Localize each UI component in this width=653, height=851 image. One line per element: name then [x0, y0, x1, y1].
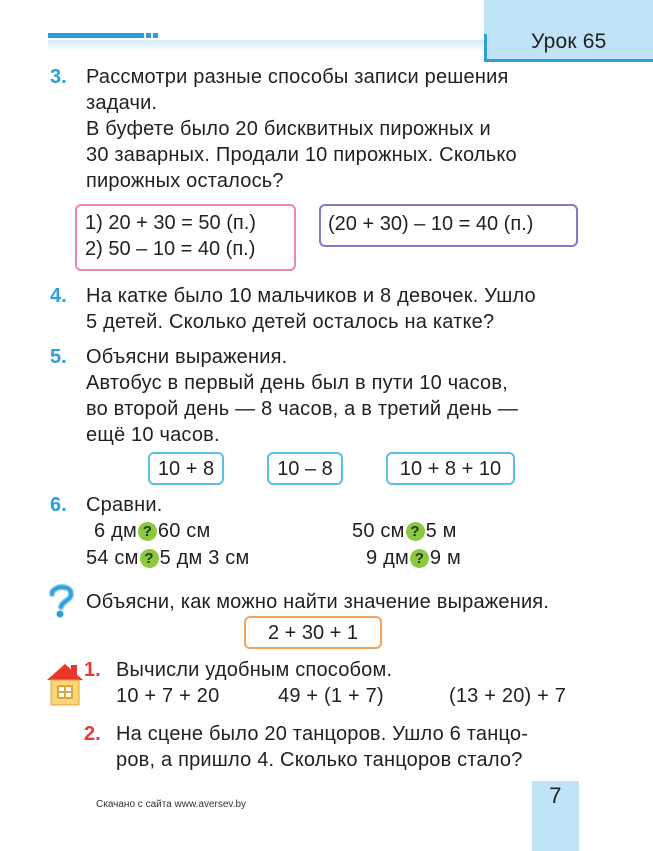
task-5-text: Объясни выражения. Автобус в первый день был в пути 10 часов, во второй день — 8 часов, а в третий день — ещё 10 часов.	[86, 346, 519, 446]
header-bar	[48, 33, 144, 38]
solution-box-expression: (20 + 30) – 10 = 40 (п.)	[319, 204, 578, 247]
task-5-number: 5.	[50, 346, 67, 368]
page-number: 7	[549, 783, 562, 808]
solution-box-by-steps: 1) 20 + 30 = 50 (п.) 2) 50 – 10 = 40 (п.)	[75, 204, 296, 271]
expression-box: 10 – 8	[267, 452, 343, 485]
question-mark-icon: ?	[140, 549, 159, 568]
task-3-number: 3.	[50, 66, 67, 88]
header-line	[48, 40, 484, 52]
source-note: Скачано с сайта www.aversev.by	[96, 799, 247, 810]
homework-1-expression: 10 + 7 + 20	[116, 685, 220, 707]
homework-2-number: 2.	[84, 723, 101, 745]
question-mark-icon: ?	[138, 522, 157, 541]
expression-box: 10 + 8	[148, 452, 224, 485]
compare-item: 9 дм ? 9 м	[366, 547, 461, 569]
lesson-title: Урок 65	[531, 30, 607, 53]
task-6-title: Сравни.	[86, 494, 163, 516]
compare-item: 6 дм ? 60 см	[94, 520, 211, 542]
header-bar-dot	[146, 33, 151, 38]
task-4-text: На катке было 10 мальчиков и 8 девочек. Ушло 5 детей. Сколько детей осталось на катке?	[86, 285, 536, 333]
house-icon	[44, 660, 86, 708]
lesson-tab-line	[484, 59, 653, 62]
task-4-number: 4.	[50, 285, 67, 307]
question-text: Объясни, как можно найти значение выражения.	[86, 591, 550, 613]
task-6-number: 6.	[50, 494, 67, 516]
homework-1-expression: (13 + 20) + 7	[449, 685, 567, 707]
header-bar-dot	[153, 33, 158, 38]
lesson-tab-line	[484, 34, 487, 62]
homework-1-number: 1.	[84, 659, 101, 681]
compare-item: 54 см ? 5 дм 3 см	[86, 547, 250, 569]
task-3-text: Рассмотри разные способы записи решения задачи. В буфете было 20 бисквитных пирожных и 30 заварных. Продали 10 пирожных. Сколько пирожных осталось?	[86, 66, 517, 192]
homework-2-text: На сцене было 20 танцоров. Ушло 6 танцо- ров, а пришло 4. Сколько танцоров стало?	[116, 723, 529, 771]
question-mark-icon: ?	[406, 522, 425, 541]
question-mark-icon: ?	[410, 549, 429, 568]
homework-1-expression: 49 + (1 + 7)	[278, 685, 384, 707]
expression-box: 10 + 8 + 10	[386, 452, 515, 485]
question-icon	[46, 583, 76, 619]
homework-1-text: Вычисли удобным способом.	[116, 659, 393, 681]
compare-item: 50 см ? 5 м	[352, 520, 457, 542]
question-expression-box: 2 + 30 + 1	[244, 616, 382, 649]
